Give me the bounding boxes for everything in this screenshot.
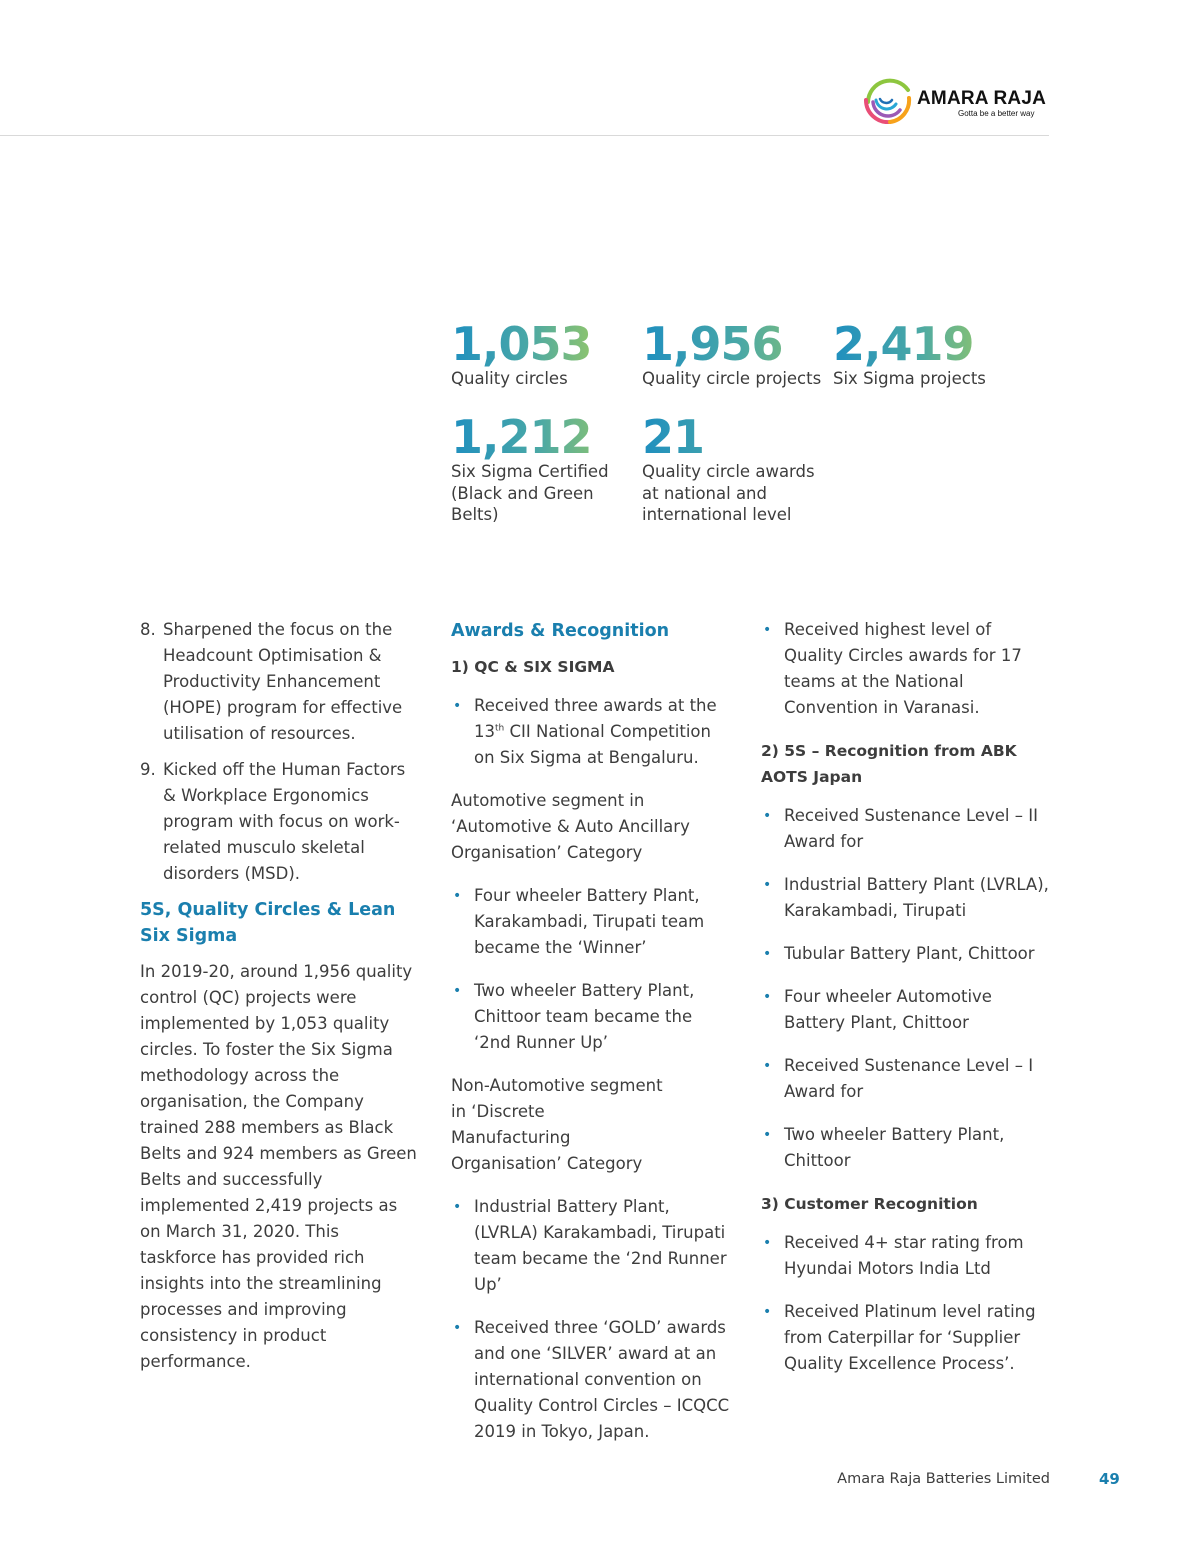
footer-company-name: Amara Raja Batteries Limited bbox=[837, 1471, 1050, 1487]
bullet-item bbox=[761, 1299, 1053, 1377]
superscript: th bbox=[495, 723, 505, 734]
bullet-list bbox=[761, 617, 1053, 721]
bullet-icon: • bbox=[763, 808, 772, 824]
subheading: 3) Customer Recognition bbox=[761, 1195, 978, 1213]
bullet-list bbox=[451, 693, 733, 771]
subheading: 2) 5S – Recognition from ABK AOTS Japan bbox=[761, 742, 1017, 786]
subheading: 1) QC & SIX SIGMA bbox=[451, 658, 615, 676]
list-number: 8. bbox=[140, 620, 156, 639]
bullet-item bbox=[761, 941, 1053, 967]
bullet-text: Received three awards at the 13 bbox=[474, 696, 717, 741]
bullet-icon: • bbox=[763, 946, 772, 962]
bullet-item bbox=[761, 1230, 1053, 1282]
bullet-icon: • bbox=[763, 622, 772, 638]
bullet-icon: • bbox=[453, 1320, 462, 1336]
bullet-text: Four wheeler Automotive Battery Plant, Chittoor bbox=[784, 987, 992, 1032]
bullet-text: Received three ‘GOLD’ awards and one ‘SILVER’ award at an international convention on Quality Control Circles – ICQCC 2019 in Tokyo, Japan. bbox=[474, 1318, 730, 1441]
bullet-text: Received 4+ star rating from Hyundai Motors India Ltd bbox=[784, 1233, 1024, 1278]
header-divider bbox=[0, 135, 1049, 136]
bullet-text: Received Platinum level rating from Caterpillar for ‘Supplier Quality Excellence Process’. bbox=[784, 1302, 1036, 1373]
stat-quality-circles bbox=[451, 317, 592, 390]
body-paragraph: In 2019-20, around 1,956 quality control (QC) projects were implemented by 1,053 quality circles. To foster the Six Sigma methodology across the organisation, the Company trained 288 members as Black Belts and 924 members as Green Belts and successfully implemented 2,419 projects as on March 31, 2020. This taskforce has provided rich insights into the streamlining processes and improving consistency in product performance. bbox=[140, 962, 417, 1371]
bullet-item bbox=[761, 1122, 1053, 1174]
stat-label: Quality circle projects bbox=[642, 369, 822, 388]
bullet-text: Two wheeler Battery Plant, Chittoor team became the ‘2nd Runner Up’ bbox=[474, 981, 695, 1052]
logo-tagline: Gotta be a better way bbox=[958, 109, 1035, 118]
bullet-icon: • bbox=[453, 888, 462, 904]
bullet-text: Received highest level of Quality Circles awards for 17 teams at the National Convention in Varanasi. bbox=[784, 620, 1022, 717]
stat-label-line: Quality circle awards bbox=[642, 462, 815, 481]
bullet-text: Industrial Battery Plant, (LVRLA) Karakambadi, Tirupati team became the ‘2nd Runner Up’ bbox=[474, 1197, 727, 1294]
stat-value: 1,956 bbox=[642, 320, 821, 368]
stat-six-sigma-projects bbox=[833, 317, 986, 390]
bullet-text: Two wheeler Battery Plant, Chittoor bbox=[784, 1125, 1005, 1170]
stat-label-line: international level bbox=[642, 505, 792, 524]
bullet-icon: • bbox=[763, 1127, 772, 1143]
column-right bbox=[761, 617, 1053, 1394]
amara-raja-logo bbox=[860, 72, 1060, 124]
bullet-item bbox=[451, 1315, 733, 1445]
bullet-icon: • bbox=[453, 1199, 462, 1215]
list-item-text: Sharpened the focus on the Headcount Optimisation & Productivity Enhancement (HOPE) program for effective utilisation of resources. bbox=[163, 620, 403, 743]
bullet-icon: • bbox=[453, 698, 462, 714]
page-number: 49 bbox=[1099, 1470, 1120, 1488]
stat-label: Six Sigma projects bbox=[833, 369, 986, 388]
body-paragraph: Automotive segment in ‘Automotive & Auto Ancillary Organisation’ Category bbox=[451, 791, 690, 862]
bullet-list bbox=[761, 1230, 1053, 1377]
stat-label-line: Belts) bbox=[451, 505, 499, 524]
stat-quality-circle-awards bbox=[642, 410, 815, 526]
bullet-text: Industrial Battery Plant (LVRLA), Karakambadi, Tirupati bbox=[784, 875, 1049, 920]
bullet-icon: • bbox=[763, 989, 772, 1005]
stat-value: 1,212 bbox=[451, 413, 609, 461]
logo-wordmark: AMARA RAJA bbox=[917, 88, 1047, 109]
bullet-text: Four wheeler Battery Plant, Karakambadi, Tirupati team became the ‘Winner’ bbox=[474, 886, 705, 957]
bullet-item bbox=[451, 693, 733, 771]
stat-six-sigma-certified bbox=[451, 410, 609, 526]
column-left bbox=[140, 617, 420, 1385]
stat-label-line: (Black and Green bbox=[451, 483, 594, 503]
stat-value: 21 bbox=[642, 413, 815, 461]
stat-value: 1,053 bbox=[451, 317, 592, 371]
list-item bbox=[140, 617, 420, 747]
stat-label-line: at national and bbox=[642, 483, 767, 503]
stat-value: 2,419 bbox=[833, 320, 986, 368]
bullet-icon: • bbox=[763, 1304, 772, 1320]
bullet-text: Received Sustenance Level – I Award for bbox=[784, 1056, 1034, 1101]
bullet-text: Received Sustenance Level – II Award for bbox=[784, 806, 1038, 851]
bullet-text: Tubular Battery Plant, Chittoor bbox=[784, 944, 1035, 963]
bullet-item bbox=[451, 978, 733, 1056]
bullet-icon: • bbox=[763, 1235, 772, 1251]
bullet-item bbox=[451, 1194, 733, 1298]
bullet-item bbox=[761, 872, 1053, 924]
list-item bbox=[140, 757, 420, 887]
stat-quality-circle-projects bbox=[642, 317, 822, 390]
bullet-icon: • bbox=[763, 877, 772, 893]
logo-swirl-icon bbox=[860, 72, 916, 124]
bullet-item bbox=[761, 803, 1053, 855]
bullet-item bbox=[761, 1053, 1053, 1105]
section-heading: 5S, Quality Circles & Lean Six Sigma bbox=[140, 900, 396, 946]
bullet-icon: • bbox=[453, 983, 462, 999]
list-item-text: Kicked off the Human Factors & Workplace Ergonomics program with focus on work-related musculo skeletal disorders (MSD). bbox=[163, 760, 406, 883]
stat-label: Quality circles bbox=[451, 369, 568, 388]
bullet-text: CII National Competition on Six Sigma at Bengaluru. bbox=[474, 722, 711, 767]
list-number: 9. bbox=[140, 760, 156, 779]
stat-label-line: Six Sigma Certified bbox=[451, 462, 609, 481]
bullet-list bbox=[451, 1194, 733, 1445]
bullet-icon: • bbox=[763, 1058, 772, 1074]
bullet-item bbox=[451, 883, 733, 961]
bullet-item bbox=[761, 984, 1053, 1036]
bullet-item bbox=[761, 617, 1053, 721]
bullet-list bbox=[451, 883, 733, 1056]
column-middle bbox=[451, 617, 733, 1462]
bullet-list bbox=[761, 803, 1053, 1174]
body-paragraph: Non-Automotive segment in ‘Discrete Manufacturing Organisation’ Category bbox=[451, 1076, 663, 1173]
section-heading: Awards & Recognition bbox=[451, 621, 670, 641]
